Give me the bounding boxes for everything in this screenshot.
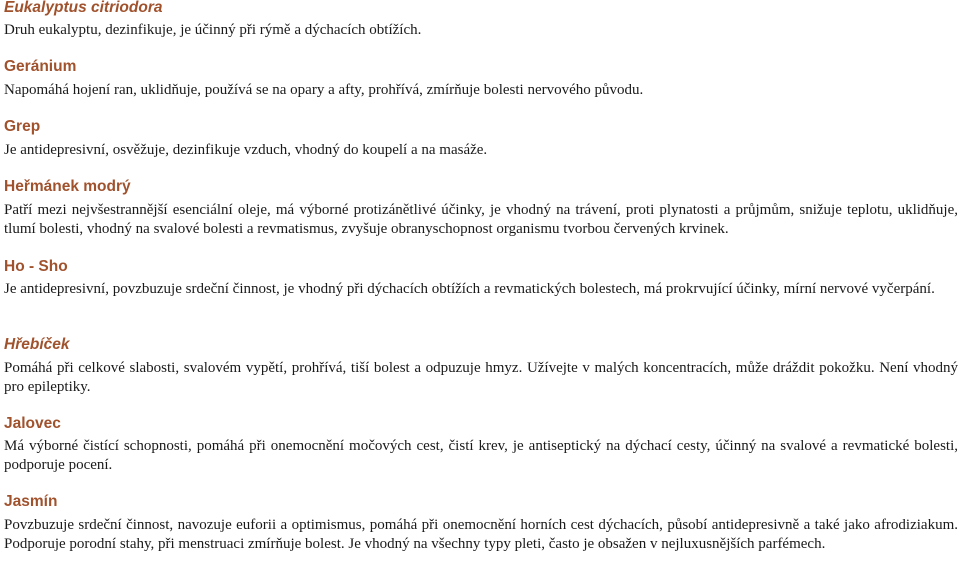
- entry-title: Geránium: [4, 58, 77, 75]
- entry-title: Heřmánek modrý: [4, 178, 131, 195]
- entry-description: Napomáhá hojení ran, uklidňuje, používá se na opary a afty, prohřívá, zmírňuje bolesti nervového původu.: [4, 82, 644, 98]
- entry-title: Eukalyptus citriodora: [4, 0, 163, 16]
- entry-description: Druh eukalyptu, dezinfikuje, je účinný při rýmě a dýchacích obtížích.: [4, 22, 422, 38]
- entry-description: Povzbuzuje srdeční činnost, navozuje euforii a optimismus, pomáhá při onemocnění horních cest dýchacích, působí antidepresivně a také jako afrodiziakum. Podporuje porodní stahy, při menstruaci zmírňuje bolest. Je vhodný na všechny typy pleti, často je obsažen v nejluxusnějších parfémech.: [4, 517, 958, 552]
- entry-description: Je antidepresivní, osvěžuje, dezinfikuje vzduch, vhodný do koupelí a na masáže.: [4, 142, 488, 158]
- entry-description: Má výborné čistící schopnosti, pomáhá při onemocnění močových cest, čistí krev, je antiseptický na dýchací cesty, účinný na svalové a revmatické bolesti, podporuje pocení.: [4, 438, 958, 473]
- entry-title: Grep: [4, 118, 41, 135]
- entry-title: Hřebíček: [4, 336, 70, 353]
- entry-title: Jalovec: [4, 415, 61, 432]
- entry-title: Ho - Sho: [4, 258, 68, 275]
- entry-description: Je antidepresivní, povzbuzuje srdeční činnost, je vhodný při dýchacích obtížích a revmatických bolestech, má prokrvující účinky, mírní nervové vyčerpání.: [4, 281, 935, 297]
- entry-description: Patří mezi nejvšestrannější esenciální oleje, má výborné protizánětlivé účinky, je vhodný na trávení, proti plynatosti a průjmům, snižuje teplotu, uklidňuje, tlumí bolesti, vhodný na svalové bolesti a revmatismus, zvyšuje obranyschopnost organismu tvorbou červených krvinek.: [4, 202, 958, 237]
- entry-description: Pomáhá při celkové slabosti, svalovém vypětí, prohřívá, tiší bolest a odpuzuje hmyz. Užívejte v malých koncentracích, může dráždit pokožku. Není vhodný pro epileptiky.: [4, 360, 958, 395]
- entry-title: Jasmín: [4, 493, 58, 510]
